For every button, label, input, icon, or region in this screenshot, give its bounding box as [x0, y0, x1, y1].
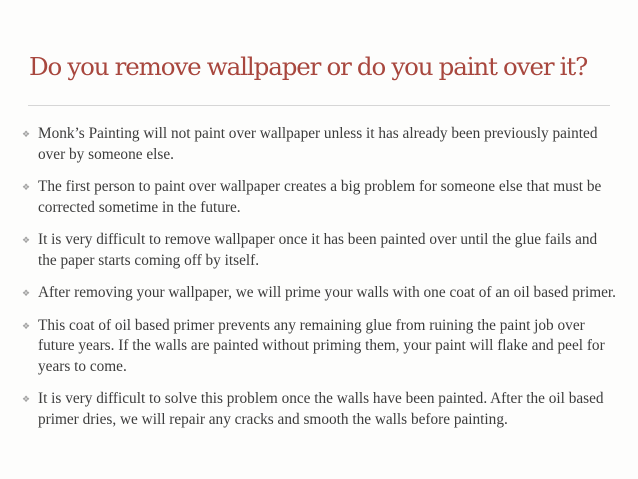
bullet-text: Monk’s Painting will not paint over wallpaper unless it has already been previously painted over by someone else.	[38, 125, 598, 163]
bullet-text: It is very difficult to solve this problem once the walls have been painted. After the oil based primer dries, we will repair any cracks and smooth the walls before painting.	[38, 390, 604, 428]
bullet-diamond-icon: ❖	[22, 289, 31, 299]
bullet-diamond-icon: ❖	[22, 130, 31, 140]
bullet-diamond-icon: ❖	[22, 236, 31, 246]
bullet-text: The first person to paint over wallpaper creates a big problem for someone else that must be corrected sometime in the future.	[38, 178, 602, 216]
bullet-item	[0, 389, 638, 430]
slide-title: Do you remove wallpaper or do you paint over it?	[29, 52, 588, 81]
title-divider	[28, 105, 610, 106]
bullet-item	[0, 230, 638, 271]
bullet-item	[0, 283, 638, 304]
bullet-text: It is very difficult to remove wallpaper once it has been painted over until the glue fails and the paper starts coming off by itself.	[38, 231, 598, 269]
bullet-diamond-icon: ❖	[22, 321, 31, 332]
bullet-text: After removing your wallpaper, we will prime your walls with one coat of an oil based primer.	[38, 284, 616, 301]
bullet-item	[0, 316, 638, 378]
bullet-list	[0, 124, 638, 442]
bullet-diamond-icon: ❖	[22, 183, 31, 193]
bullet-text: This coat of oil based primer prevents any remaining glue from ruining the paint job over future years. If the walls are painted without priming them, your paint will flake and peel for years to come.	[38, 316, 605, 375]
bullet-item	[0, 177, 638, 218]
bullet-item	[0, 124, 638, 165]
bullet-diamond-icon: ❖	[22, 395, 31, 405]
